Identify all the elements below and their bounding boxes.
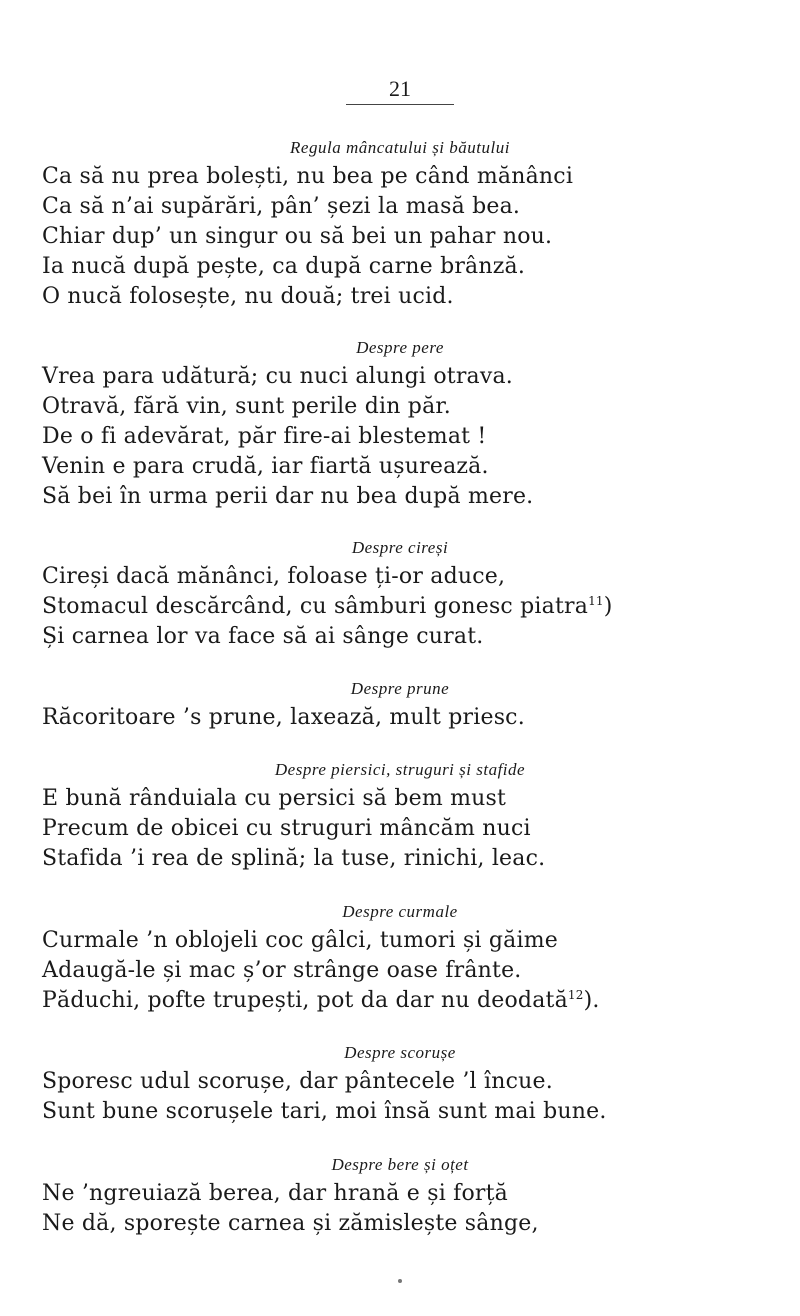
verse-line: Să bei în urma perii dar nu bea după mere. bbox=[42, 484, 534, 509]
verse-line: Răcoritoare ’s prune, laxează, mult priesc. bbox=[42, 705, 525, 730]
verse-line-text: Păduchi, pofte trupești, pot da dar nu deodată bbox=[42, 988, 568, 1013]
section-heading: Despre pere bbox=[356, 338, 444, 357]
verse-line: Ca să nu prea bolești, nu bea pe când mănânci bbox=[42, 164, 574, 189]
section-heading: Despre prune bbox=[350, 679, 450, 698]
verse-line: Ne dă, sporește carnea și zămislește sânge, bbox=[42, 1211, 539, 1236]
footnote-marker: 11 bbox=[588, 594, 604, 608]
section-heading: Despre piersici, struguri și stafide bbox=[274, 760, 526, 779]
verse-line: Ca să n’ai supărări, pân’ șezi la masă bea. bbox=[42, 194, 521, 219]
section-heading: Despre cireși bbox=[351, 538, 449, 557]
verse-line: Ne ’ngreuiază berea, dar hrană e și forță bbox=[42, 1181, 508, 1206]
verse-line bbox=[42, 988, 600, 1013]
verse-line: Venin e para crudă, iar fiartă ușurează. bbox=[42, 454, 489, 479]
verse-line: Stafida ’i rea de splină; la tuse, rinichi, leac. bbox=[42, 846, 546, 871]
verse-line-text: Stomacul descărcând, cu sâmburi gonesc piatra bbox=[42, 594, 589, 619]
verse-line: Sporesc udul scorușe, dar pântecele ’l încue. bbox=[42, 1069, 553, 1094]
page-number: 21 bbox=[389, 76, 411, 101]
footnote-marker: 12 bbox=[567, 988, 584, 1002]
verse-line: O nucă folosește, nu două; trei ucid. bbox=[42, 284, 454, 309]
verse-line: Sunt bune scorușele tari, moi însă sunt mai bune. bbox=[42, 1099, 607, 1124]
footnote-close: ). bbox=[583, 988, 600, 1013]
verse-line: Chiar dup’ un singur ou să bei un pahar nou. bbox=[42, 224, 553, 249]
page-number-rule bbox=[346, 104, 454, 105]
section-heading: Despre bere și oțet bbox=[331, 1155, 469, 1174]
verse-line: E bună rânduiala cu persici să bem must bbox=[42, 786, 507, 811]
verse-line: Otravă, fără vin, sunt perile din păr. bbox=[42, 394, 451, 419]
footnote-close: ) bbox=[603, 594, 613, 619]
verse-line: Adaugă-le și mac ș’or strânge oase frânte. bbox=[42, 958, 522, 983]
verse-line: Precum de obicei cu struguri mâncăm nuci bbox=[42, 816, 531, 841]
verse-line bbox=[42, 594, 613, 619]
section-heading: Despre scorușe bbox=[344, 1043, 456, 1062]
section-heading: Regula mâncatului și băutului bbox=[290, 138, 510, 157]
verse-line: De o fi adevărat, păr fire-ai blestemat ! bbox=[42, 424, 487, 449]
ink-speck bbox=[398, 1279, 402, 1283]
verse-line: Cireși dacă mănânci, foloase ți-or aduce, bbox=[42, 564, 506, 589]
section-heading: Despre curmale bbox=[342, 902, 458, 921]
verse-line: Ia nucă după pește, ca după carne brânză. bbox=[42, 254, 526, 279]
verse-line: Vrea para udătură; cu nuci alungi otrava. bbox=[42, 364, 514, 389]
verse-line: Și carnea lor va face să ai sânge curat. bbox=[42, 624, 484, 649]
verse-line: Curmale ’n oblojeli coc gâlci, tumori și găime bbox=[42, 928, 558, 953]
